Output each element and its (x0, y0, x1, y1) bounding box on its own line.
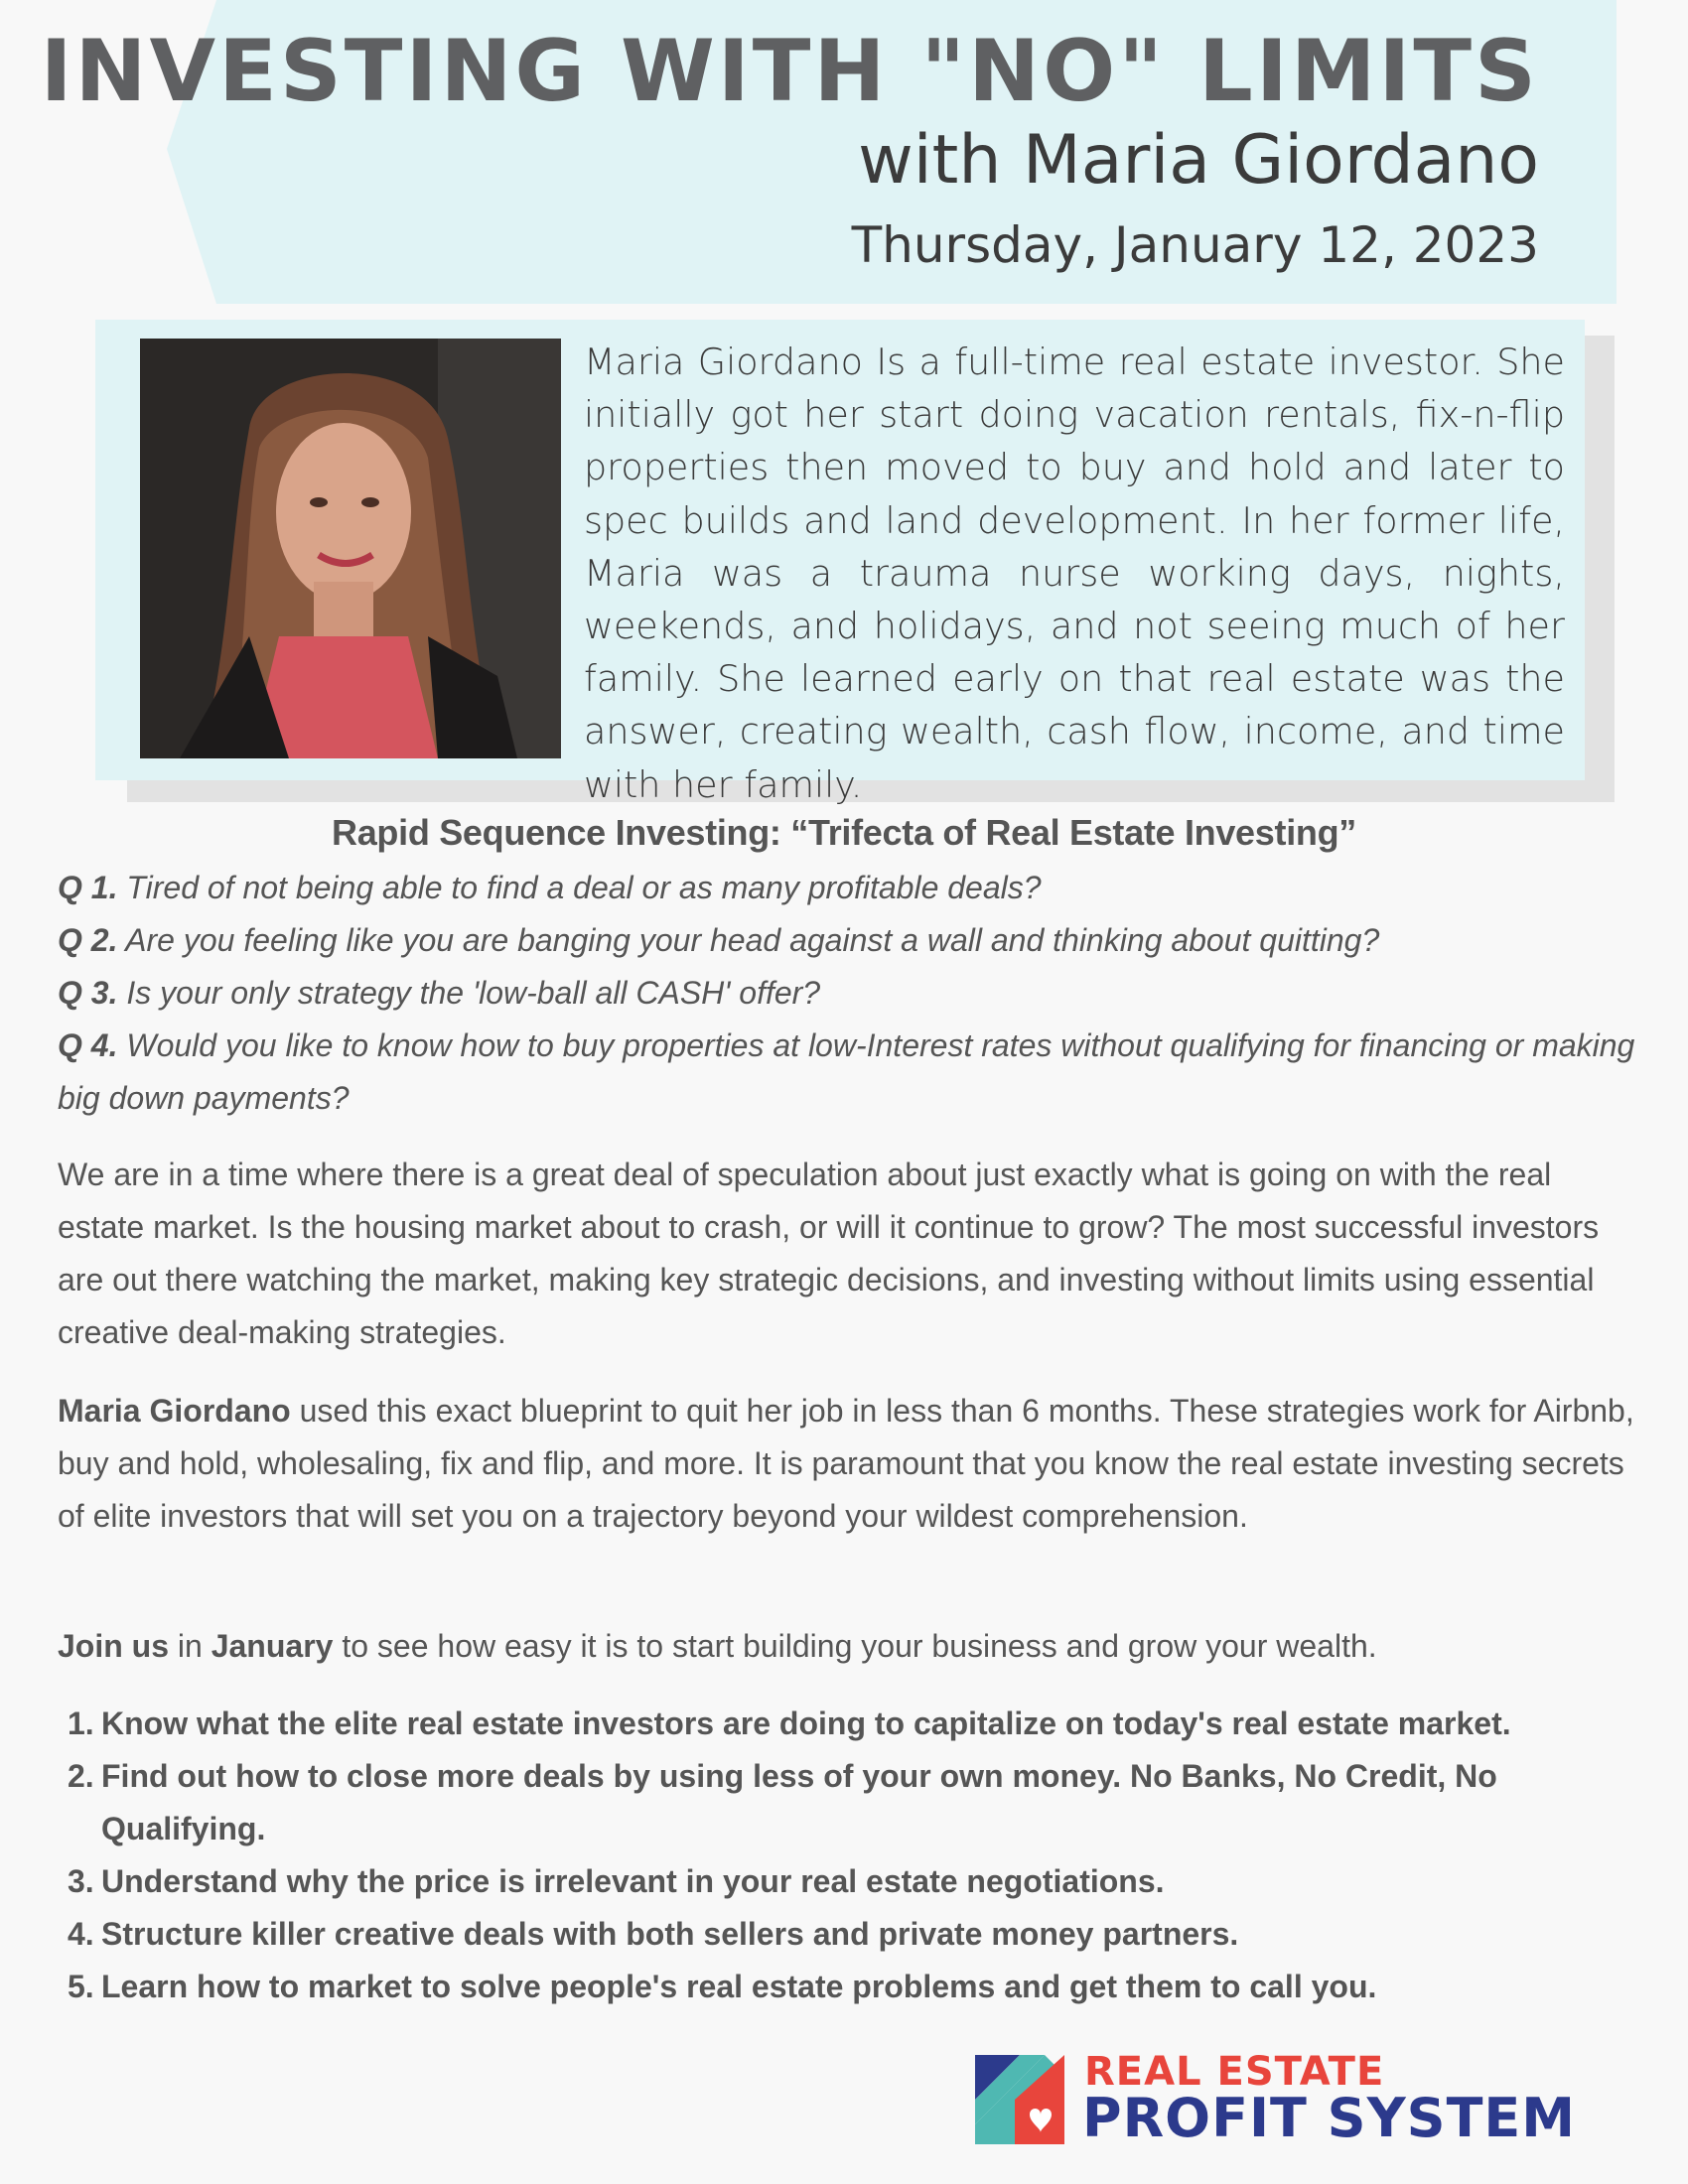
list-text: Structure killer creative deals with both sellers and private money partners. (101, 1916, 1239, 1952)
question-list (58, 862, 1646, 1125)
blueprint-text: used this exact blueprint to quit her job in less than 6 months. These strategies work for Airbnb, buy and hold, wholesaling, fix and flip, and more. It is paramount that you know the real estate investing secrets of elite investors that will set you on a trajectory beyond your wildest comprehension. (58, 1393, 1634, 1534)
list-text: Understand why the price is irrelevant in your real estate negotiations. (101, 1863, 1165, 1899)
list-item (58, 1908, 1666, 1961)
question-label: Q 2. (58, 922, 118, 958)
house-logo-icon (975, 2055, 1074, 2154)
join-paragraph (58, 1620, 1646, 1673)
question-label: Q 1. (58, 870, 118, 905)
question-3 (58, 967, 1646, 1020)
blueprint-paragraph (58, 1385, 1646, 1543)
question-text: Are you feeling like you are banging your head against a wall and thinking about quitting? (125, 922, 1380, 958)
list-number: 2. (68, 1758, 94, 1794)
question-1 (58, 862, 1646, 914)
market-paragraph: We are in a time where there is a great deal of speculation about just exactly what is going on with the real estate market. Is the housing market about to crash, or will it continue to grow? The most successful investors are out there watching the market, making key strategic decisions, and investing without limits using essential creative deal-making strategies. (58, 1157, 1600, 1350)
logo-line-1: REAL ESTATE (1084, 2049, 1385, 2095)
benefits-list (58, 1698, 1666, 2013)
event-date: Thursday, January 12, 2023 (851, 216, 1539, 274)
list-item (58, 1750, 1666, 1855)
portrait-illustration (140, 339, 561, 758)
question-2 (58, 914, 1646, 967)
join-mid: in (169, 1628, 211, 1664)
list-text: Learn how to market to solve people's real estate problems and get them to call you. (101, 1969, 1377, 2004)
page-title: INVESTING WITH "NO" LIMITS (40, 22, 1539, 121)
company-logo (975, 2049, 1620, 2152)
speaker-name: Maria Giordano (58, 1393, 291, 1429)
question-label: Q 4. (58, 1027, 118, 1063)
question-4 (58, 1020, 1646, 1125)
join-text: to see how easy it is to start building your business and grow your wealth. (333, 1628, 1377, 1664)
question-text: Would you like to know how to buy properties at low-Interest rates without qualifying for financing or making big down payments? (58, 1027, 1635, 1116)
join-us: Join us (58, 1628, 170, 1664)
logo-line-2: PROFIT SYSTEM (1082, 2087, 1577, 2149)
question-text: Tired of not being able to find a deal or as many profitable deals? (126, 870, 1042, 905)
list-item (58, 1961, 1666, 2013)
list-number: 1. (68, 1706, 94, 1741)
list-text: Find out how to close more deals by using less of your own money. No Banks, No Credit, No Qualifying. (101, 1758, 1497, 1846)
header-banner (40, 0, 1617, 304)
page-subtitle: with Maria Giordano (858, 121, 1539, 200)
list-number: 4. (68, 1916, 94, 1952)
list-number: 3. (68, 1863, 94, 1899)
section-heading: Rapid Sequence Investing: “Trifecta of Real Estate Investing” (332, 812, 1356, 853)
speaker-photo (140, 339, 561, 758)
list-item (58, 1698, 1666, 1750)
question-text: Is your only strategy the 'low-ball all CASH' offer? (126, 975, 821, 1011)
speaker-bio: Maria Giordano Is a full-time real estate investor. She initially got her start doing vacation rentals, fix-n-flip properties then moved to buy and hold and later to spec builds and land development. In her former life, Maria was a trauma nurse working days, nights, weekends, and holidays, and not seeing much of her family. She learned early on that real estate was the answer, creating wealth, cash flow, income, and time with her family. (584, 341, 1565, 806)
list-item (58, 1855, 1666, 1908)
list-number: 5. (68, 1969, 94, 2004)
join-month: January (211, 1628, 334, 1664)
question-label: Q 3. (58, 975, 118, 1011)
list-text: Know what the elite real estate investors are doing to capitalize on today's real estate market. (101, 1706, 1511, 1741)
